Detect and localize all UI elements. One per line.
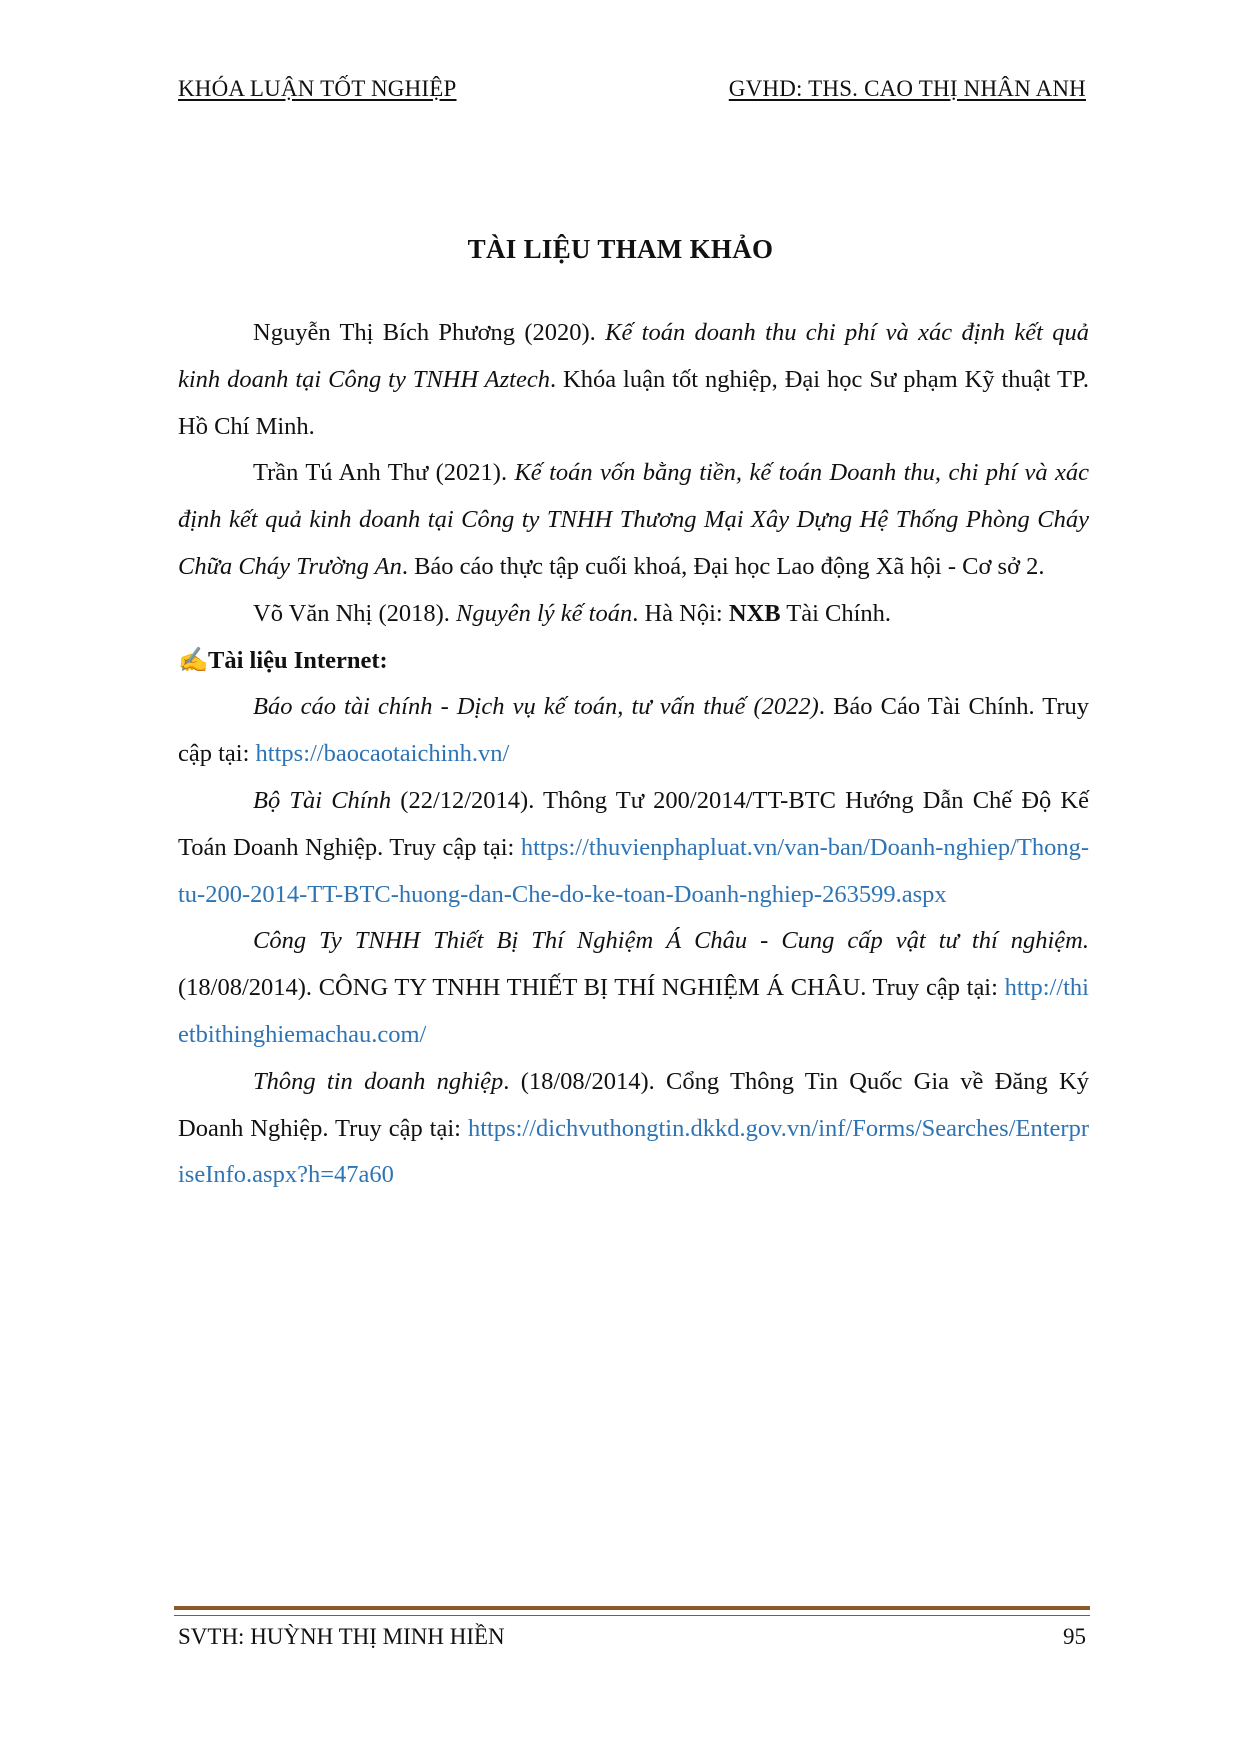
header-advisor: GVHD: THS. CAO THỊ NHÂN ANH <box>728 76 1086 101</box>
reference-title: Kế toán doanh thu chi phí và xác định kết quả kinh doanh tại Công ty TNHH Aztech <box>178 319 1089 393</box>
reference-details: (22/12/2014). Thông Tư 200/2014/TT-BTC Hướng Dẫn Chế Độ Kế Toán Doanh Nghiệp. Truy cập tại: <box>178 786 1089 861</box>
footer-divider <box>174 1606 1090 1616</box>
internet-reference-item <box>178 778 1089 918</box>
reference-link[interactable]: https://dichvuthongtin.dkkd.gov.vn/inf/Forms/Searches/EnterpriseInfo.aspx?h=47a60 <box>178 1114 1089 1189</box>
reference-details: . (18/08/2014). Cổng Thông Tin Quốc Gia về Đăng Ký Doanh Nghiệp. Truy cập tại: <box>178 1067 1090 1142</box>
header-thesis-label: KHÓA LUẬN TỐT NGHIỆP <box>178 76 457 101</box>
footer-student: SVTH: HUỲNH THỊ MINH HIỀN <box>178 1624 505 1649</box>
reference-item <box>178 310 1089 450</box>
reference-title: Thông tin doanh nghiệp <box>253 1067 504 1095</box>
page-title: TÀI LIỆU THAM KHẢO <box>467 234 774 264</box>
reference-authors: Trần Tú Anh Thư (2021). <box>253 459 515 487</box>
reference-details: . Báo cáo thực tập cuối khoá, Đại học Lao động Xã hội - Cơ sở 2. <box>401 552 1045 580</box>
internet-section-label: Tài liệu Internet: <box>208 646 388 674</box>
page-number: 95 <box>1063 1624 1086 1649</box>
reference-link[interactable]: https://thuvienphapluat.vn/van-ban/Doanh-nghiep/Thong-tu-200-2014-TT-BTC-huong-dan-Che-do-ke-toan-Doanh-nghiep-263599.aspx <box>178 833 1089 908</box>
reference-item <box>178 591 1089 638</box>
reference-authors: Võ Văn Nhị (2018). <box>253 599 457 627</box>
reference-details: (18/08/2014). CÔNG TY TNHH THIẾT BỊ THÍ NGHIỆM Á CHÂU. Truy cập tại: <box>178 974 1005 1002</box>
writing-hand-icon: ✍ <box>178 646 209 674</box>
reference-link[interactable]: http://thietbithinghiemachau.com/ <box>178 974 1089 1048</box>
reference-details: . Khóa luận tốt nghiệp, Đại học Sư phạm Kỹ thuật TP. Hồ Chí Minh. <box>178 365 1089 440</box>
page-header <box>176 70 1088 110</box>
internet-reference-item <box>178 918 1089 1058</box>
reference-publisher: NXB <box>728 599 781 627</box>
reference-details: . Báo Cáo Tài Chính. Truy cập tại: <box>178 693 1089 768</box>
reference-title: Công Ty TNHH Thiết Bị Thí Nghiệm Á Châu - Cung cấp vật tư thí nghiệm. <box>253 927 1089 955</box>
internet-section-heading <box>178 638 1089 685</box>
reference-authors: Nguyễn Thị Bích Phương (2020). <box>253 319 606 346</box>
reference-item <box>178 450 1089 590</box>
reference-link[interactable]: https://baocaotaichinh.vn/ <box>255 740 510 768</box>
reference-title: Bộ Tài Chính <box>253 786 392 814</box>
reference-title: Báo cáo tài chính - Dịch vụ kế toán, tư vấn thuế (2022) <box>253 693 819 721</box>
reference-details-end: Tài Chính. <box>780 599 892 627</box>
reference-title: Kế toán vốn bằng tiền, kế toán Doanh thu, chi phí và xác định kết quả kinh doanh tại Công ty TNHH Thương Mại Xây Dựng Hệ Thống Phòng Cháy Chữa Cháy Trường An <box>178 459 1089 580</box>
internet-reference-item <box>178 684 1089 778</box>
internet-reference-item <box>178 1059 1089 1199</box>
reference-details: . Hà Nội: <box>632 599 729 627</box>
page-footer <box>176 1620 1088 1656</box>
reference-title: Nguyên lý kế toán <box>456 599 633 627</box>
references-body <box>178 310 1089 1199</box>
